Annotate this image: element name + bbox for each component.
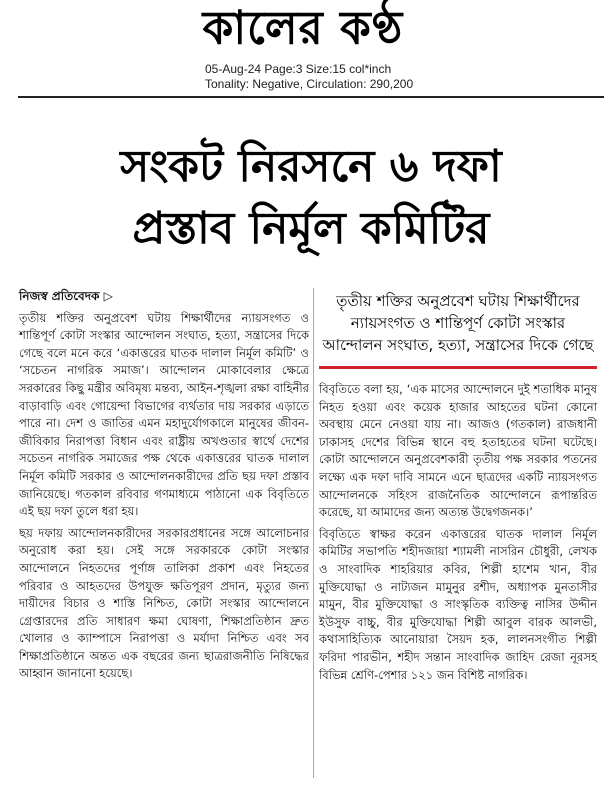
pull-quote: তৃতীয় শক্তির অনুপ্রবেশ ঘটায় শিক্ষার্থীদের ন্যায়সংগত ও শান্তিপূর্ণ কোটা সংস্কার আন্দোলন সংঘাত, হত্যা, সন্ত্রাসের দিকে গেছে (322, 292, 594, 354)
headline-line-2: প্রস্তাব নির্মূল কমিটির (132, 203, 490, 254)
article-paragraph: বিবৃতিতে বলা হয়, ‘এক মাসের আন্দোলনে দুই শতাধিক মানুষ নিহত হওয়া এবং কয়েক হাজার আহতের ঘটনা কোনো অবস্থায় মেনে নেওয়া যায় না। আজও (গতকাল) রাজধানী ঢাকাসহ দেশের বিভিন্ন স্থানে বহু হতাহতের ঘটনা ঘটেছে। কোটা আন্দোলনে অনুপ্রবেশকারী তৃতীয় পক্ষ সরকার পতনের লক্ষ্যে এক দফা দাবি সামনে এনে ছাত্রদের একটি ন্যায়সংগত আন্দোলনকে সহিংস রাজনৈতিক আন্দোলনে রূপান্তরিত করেছে, যা আমাদের জন্য অত্যন্ত উদ্বেগজনক।’ (319, 382, 597, 520)
header-rule (18, 96, 604, 98)
article-paragraph: ছয় দফায় আন্দোলনকারীদের সরকারপ্রধানের সঙ্গে আলোচনার অনুরোধ করা হয়। সেই সঙ্গে সরকারকে কোটা সংস্কার আন্দোলনে নিহতদের পূর্ণাঙ্গ তালিকা প্রকাশ এবং নিহতের পরিবার ও আহতদের উপযুক্ত ক্ষতিপূরণ প্রদান, মৃত্যুর জন্য দায়ীদের বিচার ও শাস্তি নিশ্চিত, কোটা সংস্কার আন্দোলনে গ্রেপ্তারদের প্রতি সাধারণ ক্ষমা ঘোষণা, শিক্ষাপ্রতিষ্ঠান দ্রুত খোলার ও ক্যাম্পাসে নিরাপত্তা ও মর্যাদা নিশ্চিত এবং সব শিক্ষাপ্রতিষ্ঠানে অন্তত এক বছরের জন্য ছাত্ররাজনীতি নিষিদ্ধের আহ্বান জানানো হয়েছে। (19, 525, 309, 681)
article-column-right (319, 288, 597, 688)
newspaper-masthead (0, 0, 606, 62)
article-paragraph: তৃতীয় শক্তির অনুপ্রবেশ ঘটায় শিক্ষার্থীদের ন্যায়সংগত ও শান্তিপূর্ণ কোটা সংস্কার আন্দোলন সংঘাত, হত্যা, সন্ত্রাসের দিকে গেছে বলে মনে করে ‘একাত্তরের ঘাতক দালাল নির্মূল কমিটি’ ও ‘সচেতন নাগরিক সমাজ’। আন্দোলন মোকাবেলার ক্ষেত্রে সরকারের কিছু মন্ত্রীর অবিমৃষ্য মন্তব্য, আইন-শৃঙ্খলা রক্ষা বাহিনীর বাড়াবাড়ি এবং গোয়েন্দা বিভাগের ব্যর্থতার দায় সরকার এড়াতে পারে না। দেশ ও জাতির এমন মহাদুর্যোগকালে মানুষের জীবন-জীবিকার নিরাপত্তা বিধান এবং রাষ্ট্রীয় অখণ্ডতার স্বার্থে দেশের সচেতন নাগরিক সমাজের পক্ষ থেকে একাত্তরের ঘাতক দালাল নির্মূল কমিটি সরকার ও আন্দোলনকারীদের প্রতি ছয় দফা প্রস্তাব জানিয়েছে। গতকাল রবিবার গণমাধ্যমে পাঠানো এক বিবৃতিতে এই ছয় দফা তুলে ধরা হয়। (19, 310, 309, 519)
pull-quote-rule (319, 366, 597, 369)
metadata-line-tonality: Tonality: Negative, Circulation: 290,200 (205, 77, 414, 91)
article-column-left (19, 288, 309, 687)
article-paragraph: বিবৃতিতে স্বাক্ষর করেন একাত্তরের ঘাতক দালাল নির্মূল কমিটির সভাপতি শহীদজায়া শ্যামলী নাসরিন চৌধুরী, লেখক ও সাংবাদিক শাহরিয়ার কবির, শিল্পী হাশেম খান, বীর মুক্তিযোদ্ধা ও নাট্যজন মামুনুর রশীদ, অধ্যাপক মুনতাসীর মামুন, বীর মুক্তিযোদ্ধা ও সাংস্কৃতিক ব্যক্তিত্ব নাসির উদ্দীন ইউসুফ বাচ্চু, বীর মুক্তিযোদ্ধা শিল্পী আবুল বারক আলভী, কথাসাহিত্যিক আনোয়ারা সৈয়দ হক, লালনসংগীত শিল্পী ফরিদা পারভীন, শহীদ সন্তান সাংবাদিক জাহিদ রেজা নূরসহ বিভিন্ন শ্রেণি-পেশার ১২১ জন বিশিষ্ট নাগরিক। (319, 526, 597, 682)
column-divider (313, 288, 314, 778)
newspaper-logo: কালের কণ্ঠ (202, 1, 404, 56)
headline-line-1: সংকট নিরসনে ৬ দফা (120, 141, 502, 192)
metadata-line-date-page: 05-Aug-24 Page:3 Size:15 col*inch (205, 62, 392, 76)
byline: নিজস্ব প্রতিবেদক ▷ (19, 289, 113, 303)
article-headline (18, 136, 604, 260)
